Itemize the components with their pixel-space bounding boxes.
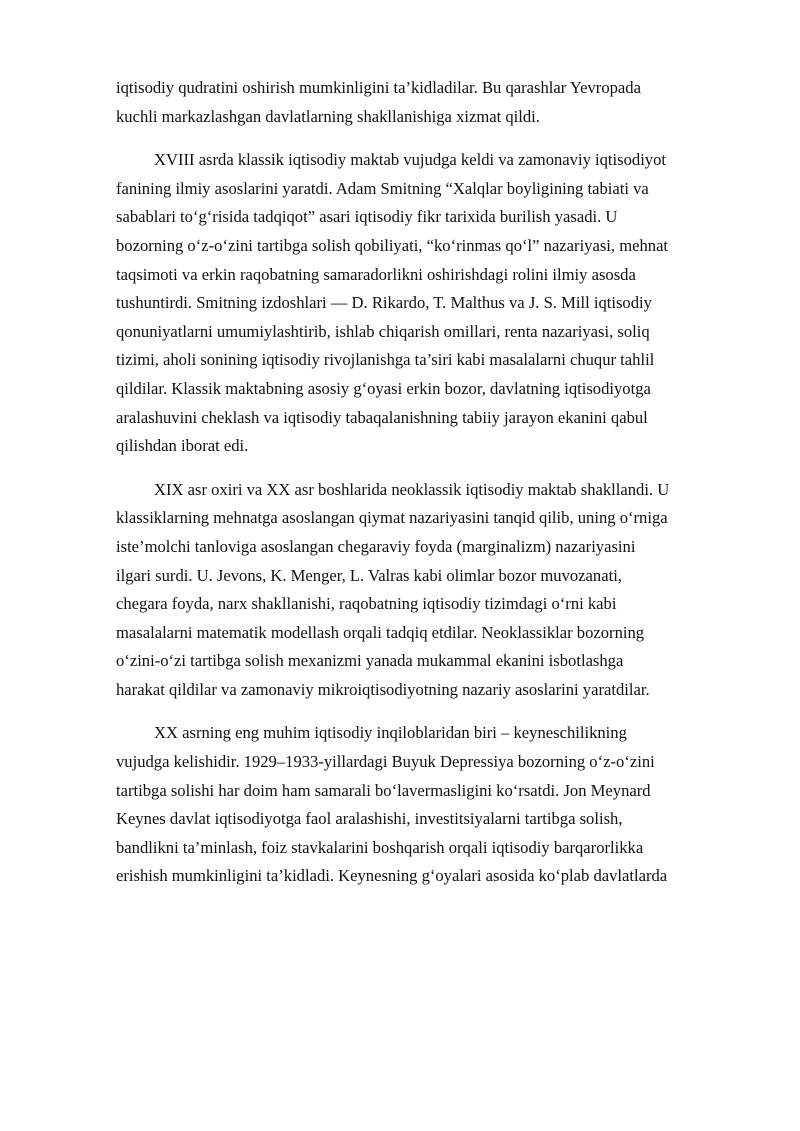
text-line: kuchli markazlashgan davlatlarning shakllanishiga xizmat qildi. <box>116 106 540 126</box>
text-line: fanining ilmiy asoslarini yaratdi. Adam Smitning “Xalqlar boyligining tabiati va <box>116 178 649 198</box>
text-line: o‘zini-o‘zi tartibga solish mexanizmi yanada mukammal ekanini isbotlashga <box>116 651 624 671</box>
text-line: XVIII asrda klassik iqtisodiy maktab vujudga keldi va zamonaviy iqtisodiyot <box>154 150 667 170</box>
text-line: klassiklarning mehnatga asoslangan qiymat nazariyasini tanqid qilib, uning o‘rniga <box>116 508 668 528</box>
text-line: chegara foyda, narx shakllanishi, raqobatning iqtisodiy tizimdagi o‘rni kabi <box>116 594 617 614</box>
text-line: Keynes davlat iqtisodiyotga faol aralashishi, investitsiyalarni tartibga solish, <box>116 809 623 829</box>
text-line: vujudga kelishidir. 1929–1933-yillardagi Buyuk Depressiya bozorning o‘z-o‘zini <box>116 752 655 772</box>
paragraph-2 <box>116 146 716 461</box>
text-line: tartibga solishi har doim ham samarali bo‘lavermasligini ko‘rsatdi. Jon Meynard <box>116 780 651 800</box>
text-line: aralashuvini cheklash va iqtisodiy tabaqalanishning tabiiy jarayon ekanini qabul <box>116 407 648 427</box>
paragraph-1 <box>116 74 716 131</box>
text-line: bozorning o‘z-o‘zini tartibga solish qobiliyati, “ko‘rinmas qo‘l” nazariyasi, mehnat <box>116 235 669 255</box>
text-line: harakat qildilar va zamonaviy mikroiqtisodiyotning nazariy asoslarini yaratdilar. <box>116 679 650 699</box>
text-line: sabablari to‘g‘risida tadqiqot” asari iqtisodiy fikr tarixida burilish yasadi. U <box>116 207 618 227</box>
text-line: qonuniyatlarni umumiylashtirib, ishlab chiqarish omillari, renta nazariyasi, soliq <box>116 321 650 341</box>
text-line: iqtisodiy qudratini oshirish mumkinligini ta’kidladilar. Bu qarashlar Yevropada <box>116 78 641 97</box>
text-line: erishish mumkinligini ta’kidladi. Keynesning g‘oyalari asosida ko‘plab davlatlarda <box>116 866 668 886</box>
text-line: tushuntirdi. Smitning izdoshlari — D. Rikardo, T. Malthus va J. S. Mill iqtisodiy <box>116 293 652 313</box>
text-line: bandlikni ta’minlash, foiz stavkalarini boshqarish orqali iqtisodiy barqarorlikka <box>116 837 644 857</box>
text-line: qildilar. Klassik maktabning asosiy g‘oyasi erkin bozor, davlatning iqtisodiyotga <box>116 378 651 398</box>
text-line: tizimi, aholi sonining iqtisodiy rivojlanishga ta’siri kabi masalalarni chuqur tahlil <box>116 350 655 370</box>
paragraph-4 <box>116 719 716 891</box>
text-line: iste’molchi tanloviga asoslangan chegaraviy foyda (marginalizm) nazariyasini <box>116 536 636 556</box>
text-line: ilgari surdi. U. Jevons, K. Menger, L. Valras kabi olimlar bozor muvozanati, <box>116 565 622 585</box>
paragraph-3 <box>116 476 716 705</box>
text-line: XIX asr oxiri va XX asr boshlarida neoklassik iqtisodiy maktab shakllandi. U <box>154 479 670 499</box>
text-line: taqsimoti va erkin raqobatning samaradorlikni oshirishdagi rolini ilmiy asosda <box>116 264 636 284</box>
text-line: qilishdan iborat edi. <box>116 436 249 456</box>
document-body <box>116 74 716 891</box>
text-line: masalalarni matematik modellash orqali tadqiq etdilar. Neoklassiklar bozorning <box>116 622 645 642</box>
text-line: XX asrning eng muhim iqtisodiy inqiloblaridan biri – keyneschilikning <box>154 723 627 743</box>
